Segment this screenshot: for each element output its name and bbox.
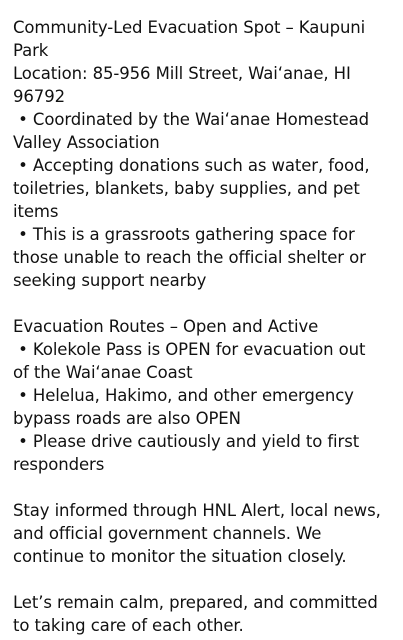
post-body [13,16,397,637]
closing-line: to taking care of each other. [13,616,244,635]
spot-location [13,62,397,108]
paragraph-gap [13,476,397,499]
bullet-line: toiletries, blankets, baby supplies, and pet [13,179,360,198]
bullet-line: responders [13,455,105,474]
bullet-line: Valley Association [13,133,160,152]
info-paragraph [13,499,397,568]
bullet-line: items [13,202,59,221]
info-line: continue to monitor the situation closely. [13,547,347,566]
routes-title: Evacuation Routes – Open and Active [13,317,319,336]
bullet-item [13,430,397,476]
info-line: Stay informed through HNL Alert, local news, [13,501,381,520]
routes-section [13,315,397,476]
spot-title-line: Park [13,41,49,60]
closing-line: Let’s remain calm, prepared, and committed [13,593,378,612]
spot-section [13,16,397,292]
bullet-line: of the Waiʻanae Coast [13,363,193,382]
location-line: 96792 [13,87,65,106]
bullet-line: • This is a grassroots gathering space for [13,225,355,244]
bullet-line: • Accepting donations such as water, food, [13,156,370,175]
bullet-line: • Helelua, Hakimo, and other emergency [13,386,354,405]
bullet-line: bypass roads are also OPEN [13,409,241,428]
spot-title-line: Community-Led Evacuation Spot – Kaupuni [13,18,366,37]
spot-title [13,16,397,62]
bullet-line: • Please drive cautiously and yield to first [13,432,360,451]
bullet-line: • Coordinated by the Waiʻanae Homestead [13,110,370,129]
bullet-item [13,338,397,384]
paragraph-gap [13,292,397,315]
bullet-item [13,223,397,292]
location-line: Location: 85-956 Mill Street, Waiʻanae, HI [13,64,351,83]
closing-paragraph [13,591,397,637]
paragraph-gap [13,568,397,591]
bullet-line: • Kolekole Pass is OPEN for evacuation out [13,340,366,359]
bullet-item [13,154,397,223]
bullet-item [13,108,397,154]
bullet-line: seeking support nearby [13,271,207,290]
info-line: and official government channels. We [13,524,322,543]
bullet-line: those unable to reach the official shelter or [13,248,366,267]
bullet-item [13,384,397,430]
